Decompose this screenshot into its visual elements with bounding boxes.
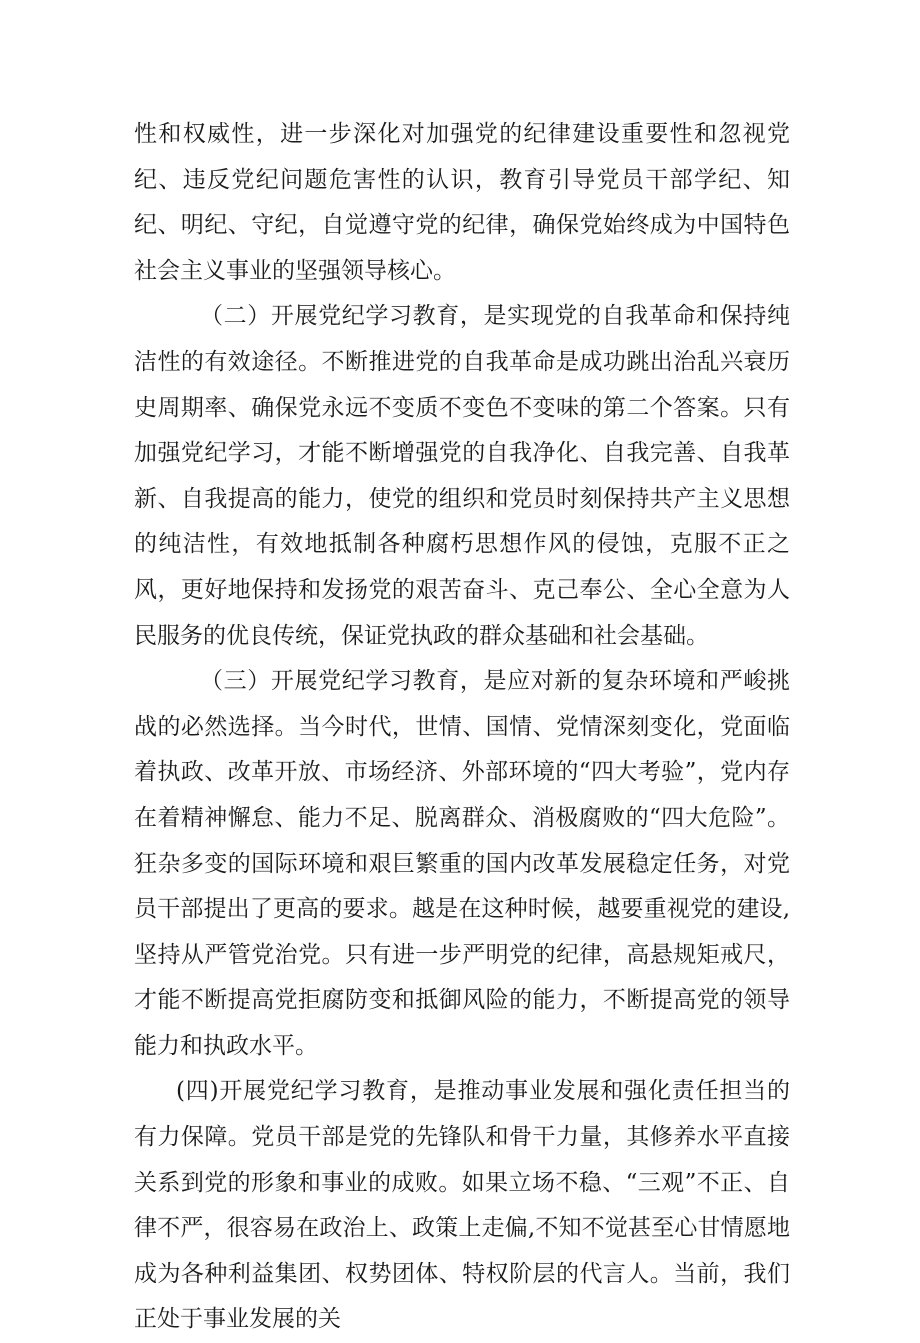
body-text <box>134 112 790 1343</box>
paragraph-section-3: （三）开展党纪学习教育，是应对新的复杂环境和严峻挑战的必然选择。当今时代，世情、国情、党情深刻变化，党面临着执政、改革开放、市场经济、外部环境的“四大考验”，党内存在着精神懈怠、能力不足、脱离群众、消极腐败的“四大危险”。狂杂多变的国际环境和艰巨繁重的国内改革发展稳定任务，对党员干部提出了更高的要求。越是在这种时候，越要重视党的建设,坚持从严管党治党。只有进一步严明党的纪律，高悬规矩戒尺，才能不断提高党拒腐防变和抵御风险的能力，不断提高党的领导能力和执政水平。 <box>134 668 790 1059</box>
paragraph-section-4: (四)开展党纪学习教育，是推动事业发展和强化责任担当的有力保障。党员干部是党的先锋队和骨干力量，其修养水平直接关系到党的形象和事业的成败。如果立场不稳、“三观”不正、自律不严，很容易在政治上、政策上走偏,不知不觉甚至心甘情愿地成为各种利益集团、权势团体、特权阶层的代言人。当前，我们正处于事业发展的关 <box>134 1078 790 1333</box>
paragraph-continuation: 性和权威性，进一步深化对加强党的纪律建设重要性和忽视党纪、违反党纪问题危害性的认识，教育引导党员干部学纪、知纪、明纪、守纪，自觉遵守党的纪律，确保党始终成为中国特色社会主义事业的坚强领导核心。 <box>134 121 790 284</box>
paragraph-section-2: （二）开展党纪学习教育，是实现党的自我革命和保持纯洁性的有效途径。不断推进党的自我革命是成功跳出治乱兴衰历史周期率、确保党永远不变质不变色不变味的第二个答案。只有加强党纪学习，才能不断增强党的自我净化、自我完善、自我革新、自我提高的能力，使党的组织和党员时刻保持共产主义思想的纯洁性，有效地抵制各种腐朽思想作风的侵蚀，克服不正之风，更好地保持和发扬党的艰苦奋斗、克己奉公、全心全意为人民服务的优良传统，保证党执政的群众基础和社会基础。 <box>134 303 790 649</box>
